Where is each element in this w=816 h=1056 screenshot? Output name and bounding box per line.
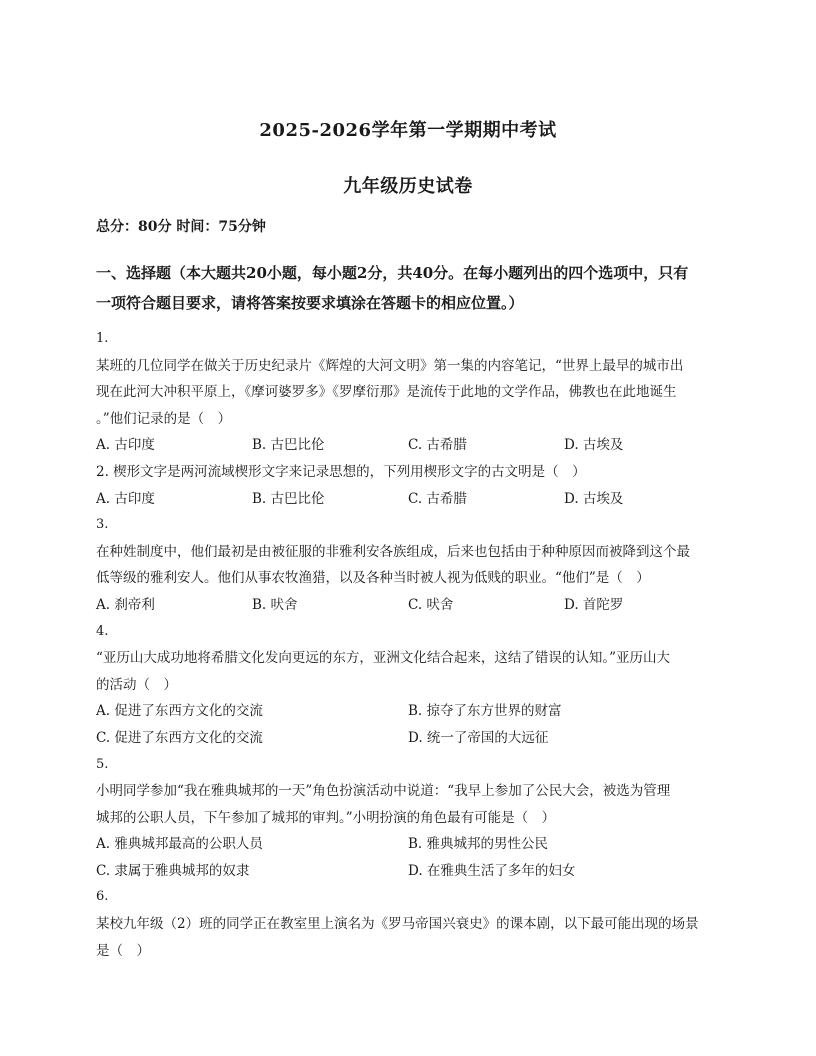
question-text: 某校九年级（2）班的同学正在教室里上演名为《罗马帝国兴衰史》的课本剧，以下最可能出现的场景 <box>96 916 699 933</box>
option-b: B. 吠舍 <box>252 596 298 613</box>
option-d: D. 古埃及 <box>564 437 624 454</box>
question-number: 5. <box>96 756 109 772</box>
option-b: B. 古巴比伦 <box>252 490 325 507</box>
question-list <box>96 326 720 964</box>
option-d: D. 首陀罗 <box>564 596 624 613</box>
question-text: 城邦的公职人员，下午参加了城邦的审判。”小明扮演的角色最有可能是（ ） <box>96 809 556 826</box>
option-a: A. 雅典城邦最高的公职人员 <box>96 836 263 853</box>
option-c: C. 古希腊 <box>408 490 467 507</box>
question-text: 低等级的雅利安人。他们从事农牧渔猎，以及各种当时被人视为低贱的职业。“他们”是（ ） <box>96 570 650 587</box>
question-text: 。”他们记录的是（ ） <box>96 410 232 427</box>
question-text: 在种姓制度中，他们最初是由被征服的非雅利安各族组成，后来也包括由于种种原因而被降到这个最 <box>96 543 690 560</box>
option-row <box>96 858 720 885</box>
section-line-2: 一项符合题目要求，请将答案按要求填涂在答题卡的相应位置。） <box>96 294 524 312</box>
question-number: 4. <box>96 623 109 639</box>
question-text: 的活动（ ） <box>96 676 177 693</box>
option-row <box>96 592 720 619</box>
question-number: 3. <box>96 517 109 533</box>
option-d: D. 在雅典生活了多年的妇女 <box>408 862 576 879</box>
option-row <box>96 486 720 513</box>
section-line-1: 一、选择题（本大题共20小题，每小题2分，共40分。在每小题列出的四个选项中，只有 <box>96 264 689 282</box>
option-b: B. 古巴比伦 <box>252 437 325 454</box>
option-d: D. 统一了帝国的大远征 <box>408 729 549 746</box>
exam-title: 2025-2026学年第一学期期中考试 <box>259 120 557 141</box>
exam-subtitle: 九年级历史试卷 <box>343 176 473 197</box>
question-text: 2. 楔形文字是两河流域楔形文字来记录思想的，下列用楔形文字的古文明是（ ） <box>96 463 586 480</box>
option-c: C. 促进了东西方文化的交流 <box>96 729 263 746</box>
option-d: D. 古埃及 <box>564 490 624 507</box>
option-c: C. 吠舍 <box>408 596 454 613</box>
question-text: 现在此河大冲积平原上，《摩诃婆罗多》《罗摩衍那》是流传于此地的文学作品，佛教也在此地诞生 <box>96 384 677 401</box>
option-row <box>96 432 720 459</box>
option-row <box>96 725 720 752</box>
option-row <box>96 831 720 858</box>
question-text: 小明同学参加“我在雅典城邦的一天”角色扮演活动中说道：“我早上参加了公民大会，被选为管理 <box>96 783 671 800</box>
option-c: C. 隶属于雅典城邦的奴隶 <box>96 862 250 879</box>
option-a: A. 促进了东西方文化的交流 <box>96 703 263 720</box>
question-number: 1. <box>96 331 109 346</box>
question-text: “亚历山大成功地将希腊文化发向更远的东方，亚洲文化结合起来，这结了错误的认知。”亚历山大 <box>96 650 671 667</box>
exam-meta: 总分：80分 时间：75分钟 <box>96 219 266 235</box>
option-b: B. 雅典城邦的男性公民 <box>408 836 549 853</box>
option-a: A. 刹帝利 <box>96 596 155 613</box>
option-b: B. 掠夺了东方世界的财富 <box>408 703 562 720</box>
question-text: 是（ ） <box>96 942 150 959</box>
option-a: A. 古印度 <box>96 490 155 507</box>
option-a: A. 古印度 <box>96 437 155 454</box>
option-c: C. 古希腊 <box>408 437 467 454</box>
question-number: 6. <box>96 889 109 905</box>
question-text: 某班的几位同学在做关于历史纪录片《辉煌的大河文明》第一集的内容笔记，“世界上最早的城市出 <box>96 357 684 374</box>
option-row <box>96 698 720 725</box>
section-heading <box>96 258 720 318</box>
